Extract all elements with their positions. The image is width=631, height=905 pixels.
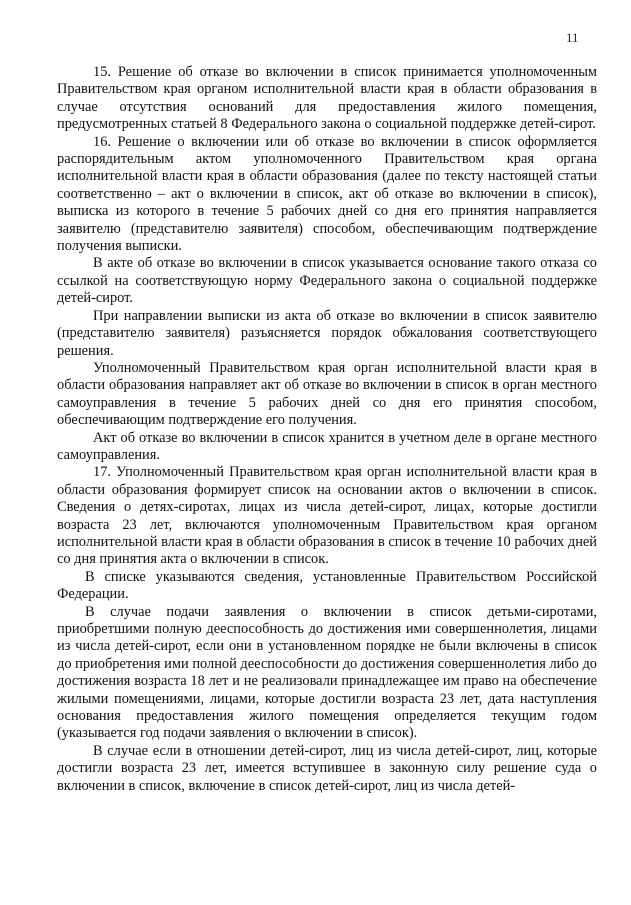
paragraph-act-storage: Акт об отказе во включении в список хранится в учетном деле в органе местного самоуправления. bbox=[57, 429, 597, 463]
paragraph-court-decision: В случае если в отношении детей-сирот, лиц из числа детей-сирот, лиц, которые достигли возраста 23 лет, имеется вступившее в законную силу решение суда о включении в список, включение в список детей-сирот, лиц из числа детей- bbox=[57, 742, 597, 794]
paragraph-17: 17. Уполномоченный Правительством края орган исполнительной власти края в области образования формирует список на основании актов о включении в список. Сведения о детях-сиротах, лицах из числа детей-сирот, лицах, которые достигли возраста 23 лет, включаются уполномоченным Правительством края органом исполнительной власти края в области образования в список в течение 10 рабочих дней со дня принятия акта о включении в список. bbox=[57, 464, 597, 568]
paragraph-16: 16. Решение о включении или об отказе во включении в список оформляется распорядительным актом уполномоченного Правительством края органа исполнительной власти края в области образования (далее по тексту настоящей статьи соответственно – акт о включении в список, акт об отказе во включении в список), выписка из которого в течение 5 рабочих дней со дня его принятия направляется заявителю (представителю заявителя) способом, обеспечивающим подтверждение получения выписки. bbox=[57, 133, 597, 255]
paragraph-list-details: В списке указываются сведения, установленные Правительством Российской Федерации. bbox=[57, 568, 597, 603]
paragraph-15: 15. Решение об отказе во включении в список принимается уполномоченным Правительством края органом исполнительной власти края в области образования в случае отсутствия оснований для предоставления жилого помещения, предусмотренных статьей 8 Федерального закона о социальной поддержке детей-сирот. bbox=[57, 64, 597, 133]
paragraph-act-forwarding: Уполномоченный Правительством края орган исполнительной власти края в области образования направляет акт об отказе во включении в список в орган местного самоуправления в течение 5 рабочих дней со дня его принятия способом, обеспечивающим подтверждение его получения. bbox=[57, 359, 597, 429]
page-number: 11 bbox=[566, 30, 579, 45]
paragraph-application-date: В случае подачи заявления о включении в список детьми-сиротами, приобретшими полную дееспособность до достижения ими совершеннолетия, лицами из числа детей-сирот, если они в установленном порядке не были включены в список до приобретения ими полной дееспособности до достижения совершеннолетия либо до достижения возраста 18 лет и не реализовали принадлежащее им право на обеспечение жилыми помещениями, лицами, которые достигли возраста 23 лет, дата наступления основания предоставления жилого помещения определяется текущим годом (указывается год подачи заявления о включении в список). bbox=[57, 603, 597, 742]
paragraph-appeal-explanation: При направлении выписки из акта об отказе во включении в список заявителю (представителю заявителя) разъясняется порядок обжалования соответствующего решения. bbox=[57, 307, 597, 359]
paragraph-refusal-basis: В акте об отказе во включении в список указывается основание такого отказа со ссылкой на соответствующую норму Федерального закона о социальной поддержке детей-сирот. bbox=[57, 255, 597, 307]
document-body bbox=[57, 64, 597, 795]
